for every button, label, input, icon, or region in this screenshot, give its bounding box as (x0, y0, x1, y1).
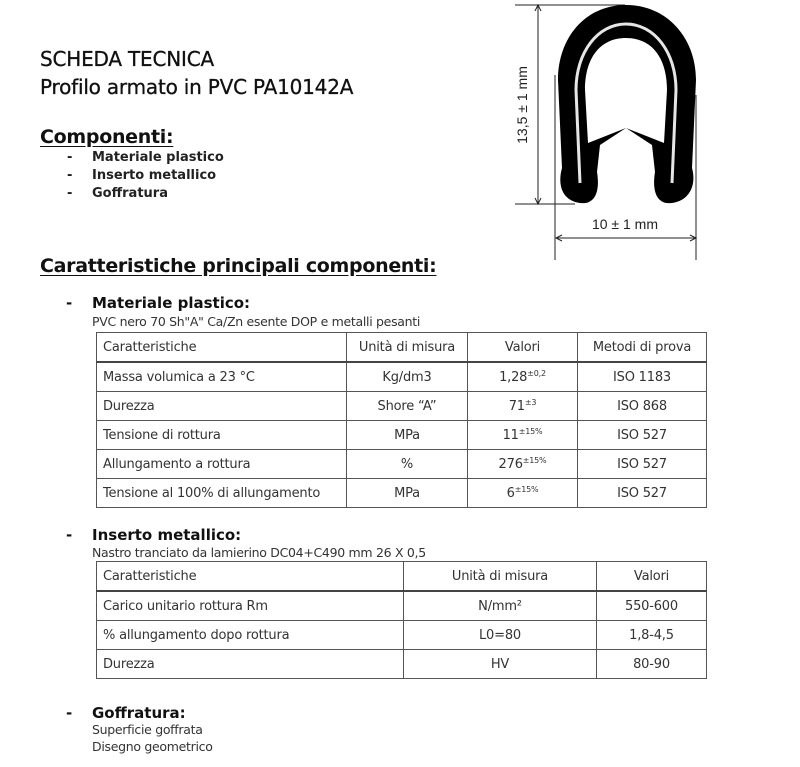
embossing-section-title: Goffratura: (92, 704, 186, 722)
table-row (97, 421, 707, 450)
section-bullet: - (66, 526, 73, 544)
main-characteristics-heading: Caratteristiche principali componenti: (40, 255, 437, 277)
column-header: Unità di misura (347, 333, 468, 363)
table-row (97, 479, 707, 508)
component-item: Goffratura (92, 186, 168, 201)
column-header: Caratteristiche (97, 562, 404, 592)
cell-unit: MPa (347, 421, 468, 450)
list-bullet: - (67, 150, 73, 165)
table-row (97, 362, 707, 392)
cell-method: ISO 527 (578, 450, 707, 479)
cell-unit: Shore “A” (347, 392, 468, 421)
cell-method: ISO 1183 (578, 362, 707, 392)
table-header-row (97, 562, 707, 592)
metal-section-subtitle: Nastro tranciato da lamierino DC04+C490 mm 26 X 0,5 (92, 545, 426, 560)
tolerance: ±0,2 (527, 369, 546, 378)
table-row (97, 392, 707, 421)
width-label: 10 ± 1 mm (591, 216, 659, 232)
cell-unit: Kg/dm3 (347, 362, 468, 392)
table-row (97, 450, 707, 479)
cell-characteristic: Carico unitario rottura Rm (97, 591, 404, 621)
column-header: Caratteristiche (97, 333, 347, 363)
plastic-section-title: Materiale plastico: (92, 294, 251, 312)
cell-method: ISO 868 (578, 392, 707, 421)
document-title-line2: Profilo armato in PVC PA10142A (40, 75, 354, 99)
cell-value: $6^{\pm 15\%}$ (468, 479, 578, 508)
cell-value: $71^{\pm 3}$ (468, 392, 578, 421)
column-header: Valori (597, 562, 707, 592)
cell-value: 1,8-4,5 (597, 621, 707, 650)
plastic-section-subtitle: PVC nero 70 Sh"A" Ca/Zn esente DOP e metalli pesanti (92, 314, 421, 329)
cell-characteristic: % allungamento dopo rottura (97, 621, 404, 650)
cell-unit: N/mm² (404, 591, 597, 621)
column-header: Unità di misura (404, 562, 597, 592)
embossing-line: Superficie goffrata (92, 722, 203, 737)
height-label: 13,5 ± 1 mm (514, 66, 530, 144)
column-header: Valori (468, 333, 578, 363)
section-bullet: - (66, 704, 73, 722)
cell-method: ISO 527 (578, 421, 707, 450)
table-row (97, 650, 707, 679)
list-bullet: - (67, 186, 73, 201)
metal-section-title: Inserto metallico: (92, 526, 242, 544)
tolerance: ±15% (518, 427, 543, 436)
list-bullet: - (67, 168, 73, 183)
document-title-line1: SCHEDA TECNICA (40, 47, 214, 71)
table-row (97, 621, 707, 650)
profile-shape (558, 5, 696, 203)
cell-characteristic: Durezza (97, 650, 404, 679)
table-header-row (97, 333, 707, 363)
cell-unit: % (347, 450, 468, 479)
cell-value: $276^{\pm 15\%}$ (468, 450, 578, 479)
column-header: Metodi di prova (578, 333, 707, 363)
cell-unit: MPa (347, 479, 468, 508)
plastic-properties-table (96, 332, 707, 508)
cell-value: $11^{\pm 15\%}$ (468, 421, 578, 450)
cell-characteristic: Durezza (97, 392, 347, 421)
component-item: Materiale plastico (92, 150, 224, 165)
section-bullet: - (66, 294, 73, 312)
metal-properties-table (96, 561, 707, 679)
table-row (97, 591, 707, 621)
embossing-line: Disegno geometrico (92, 739, 213, 754)
tolerance: ±3 (524, 398, 537, 407)
cell-method: ISO 527 (578, 479, 707, 508)
cell-value: $1,28^{\pm 0,2}$ (468, 362, 578, 392)
cell-value: 550-600 (597, 591, 707, 621)
tolerance: ±15% (514, 485, 539, 494)
tolerance: ±15% (522, 456, 547, 465)
cell-characteristic: Tensione di rottura (97, 421, 347, 450)
cell-characteristic: Tensione al 100% di allungamento (97, 479, 347, 508)
cell-unit: HV (404, 650, 597, 679)
component-item: Inserto metallico (92, 168, 217, 183)
cell-characteristic: Massa volumica a 23 °C (97, 362, 347, 392)
cell-unit: L0=80 (404, 621, 597, 650)
components-heading: Componenti: (40, 126, 174, 148)
cell-characteristic: Allungamento a rottura (97, 450, 347, 479)
cell-value: 80-90 (597, 650, 707, 679)
profile-cross-section-drawing (500, 0, 720, 260)
